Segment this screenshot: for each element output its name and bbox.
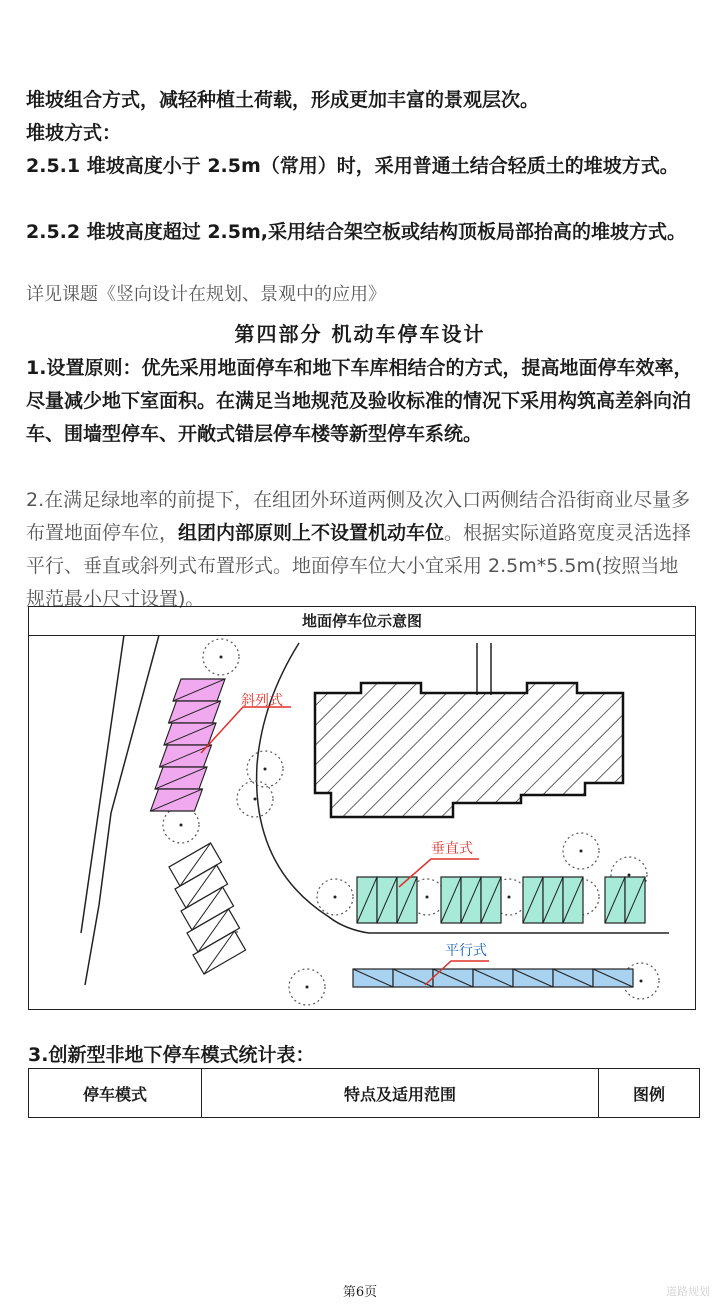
vertical-parking-stalls bbox=[357, 877, 645, 923]
section-paragraph-1: 1.设置原则：优先采用地面停车和地下车库相结合的方式，提高地面停车效率，尽量减少地下室面积。在满足当地规范及验收标准的情况下采用构筑高差斜向泊车、围墙型停车、开敞式错层停车楼等新型停车系统。 bbox=[26, 357, 693, 445]
label-vertical: 垂直式 bbox=[431, 841, 473, 857]
tree-icon bbox=[563, 833, 599, 869]
parking-diagram-figure bbox=[28, 606, 696, 1010]
oblique-stall bbox=[164, 723, 216, 745]
table-title: 3.创新型非地下停车模式统计表： bbox=[28, 1044, 315, 1066]
oblique-empty-stalls bbox=[169, 843, 246, 974]
intro-reference: 详见课题《竖向设计在规划、景观中的应用》 bbox=[26, 284, 386, 305]
oblique-stall bbox=[173, 679, 225, 701]
tree-icon bbox=[163, 807, 199, 843]
header-mode: 停车模式 bbox=[29, 1069, 202, 1118]
oblique-stall bbox=[168, 701, 220, 723]
section-paragraph-2 bbox=[26, 484, 696, 616]
parking-mode-table bbox=[28, 1068, 700, 1118]
header-features: 特点及适用范围 bbox=[202, 1069, 599, 1118]
tree-icon bbox=[289, 969, 325, 1005]
oblique-stall bbox=[159, 745, 211, 767]
oblique-stall bbox=[150, 789, 202, 811]
tree-icon bbox=[317, 879, 353, 915]
intro-line-2: 堆坡方式： bbox=[26, 122, 122, 144]
building-footprint bbox=[315, 683, 623, 817]
section-title: 第四部分 机动车停车设计 bbox=[234, 322, 486, 346]
page-number: 第6页 bbox=[342, 1285, 378, 1300]
label-parallel: 平行式 bbox=[445, 943, 487, 959]
paragraph-2-emphasis: 组团内部原则上不设置机动车位 bbox=[178, 522, 445, 544]
watermark: 道路规划 bbox=[666, 1285, 710, 1298]
oblique-stall bbox=[155, 767, 207, 789]
label-oblique: 斜列式 bbox=[241, 693, 283, 709]
oblique-parking-stalls bbox=[150, 679, 225, 811]
paragraph-2-part-c: 。根据实际道路宽度灵活选择平行、垂直或斜列式布置形式。地面停车位大小宜采用 2.5m*5.5m(按照当地规范最小尺寸设置)。 bbox=[26, 522, 692, 610]
intro-line-1: 堆坡组合方式，减轻种植土荷载，形成更加丰富的景观层次。 bbox=[26, 89, 540, 111]
header-legend: 图例 bbox=[599, 1069, 700, 1118]
intro-item-1: 2.5.1 堆坡高度小于 2.5m（常用）时，采用普通土结合轻质土的堆坡方式。 bbox=[26, 155, 679, 177]
tree-icon bbox=[203, 639, 239, 675]
table-header-row bbox=[29, 1069, 700, 1118]
intro-item-2: 2.5.2 堆坡高度超过 2.5m,采用结合架空板或结构顶板局部抬高的堆坡方式。 bbox=[26, 221, 687, 243]
figure-caption: 地面停车位示意图 bbox=[29, 607, 695, 636]
paragraph-2-part-a: 2.在满足绿地率的前提下，在组团外环道两侧及次入口两侧结合沿街商业尽量多布置地面停车位， bbox=[26, 489, 691, 544]
parking-diagram bbox=[29, 635, 695, 1009]
parallel-parking-stalls bbox=[353, 969, 633, 987]
